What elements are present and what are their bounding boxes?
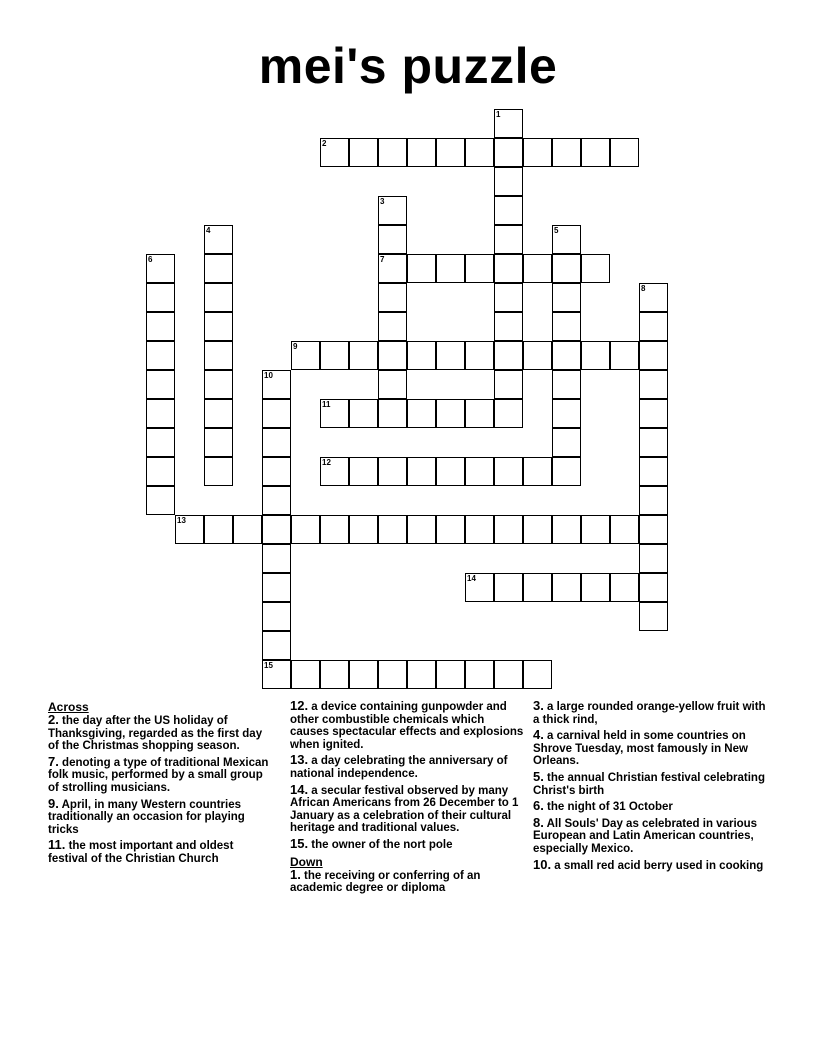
clues-column-3 [533,700,769,875]
clue-across-7: 7. denoting a type of traditional Mexican folk music, performed by a small group of strolling musicians. [48,753,269,794]
clue-number: 7 [380,255,385,264]
clue-across-9: 9. April, in many Western countries traditionally an occasion for playing tricks [48,795,245,836]
clue-down-1: 1. the receiving or conferring of an academic degree or diploma [290,866,481,895]
clue-number: 4 [206,226,211,235]
clue-across-15: 15. the owner of the nort pole [290,835,453,851]
across-heading: Across [48,700,89,714]
clue-across-12: 12. a device containing gunpowder and other combustible chemicals which causes spectacular effects and explosions when ignited. [290,698,524,751]
clues-column-1 [48,700,276,869]
clue-down-3: 3. a large rounded orange-yellow fruit with a thick rind, [533,698,766,726]
clue-number: 10 [264,371,273,380]
clue-number: 8 [641,284,646,293]
clue-down-4: 4. a carnival held in some countries on Shrove Tuesday, most famously in New Orleans. [533,727,748,768]
clue-number: 14 [467,574,476,583]
clue-number: 12 [322,458,331,467]
clue-number: 1 [496,110,501,119]
clue-across-13: 13. a day celebrating the anniversary of national independence. [290,752,508,780]
clue-down-8: 8. All Souls' Day as celebrated in various European and Latin American countries, especially Mexico. [533,814,758,855]
clue-number: 3 [380,197,385,206]
clue-down-10: 10. a small red acid berry used in cooking [533,856,764,872]
clue-number: 13 [177,516,186,525]
clue-number: 11 [322,400,331,409]
clue-down-5: 5. the annual Christian festival celebrating Christ's birth [533,768,765,797]
clue-down-6: 6. the night of 31 October [533,798,673,814]
clue-number: 2 [322,139,327,148]
down-heading: Down [290,854,323,869]
clue-number: 5 [554,226,559,235]
clue-number: 6 [148,255,153,264]
clue-across-11: 11. the most important and oldest festival of the Christian Church [48,837,234,865]
clue-across-14: 14. a secular festival observed by many African Americans from 26 December to 1 January as a celebration of their cultural heritage and traditional values. [290,781,519,835]
clue-number: 15 [264,661,273,670]
clue-across-2: 2. the day after the US holiday of Thanksgiving, regarded as the first day of the Christmas shopping season. [48,712,263,753]
puzzle-title: mei's puzzle [258,38,558,94]
clues-column-2 [290,700,526,898]
clue-number: 9 [293,342,298,351]
